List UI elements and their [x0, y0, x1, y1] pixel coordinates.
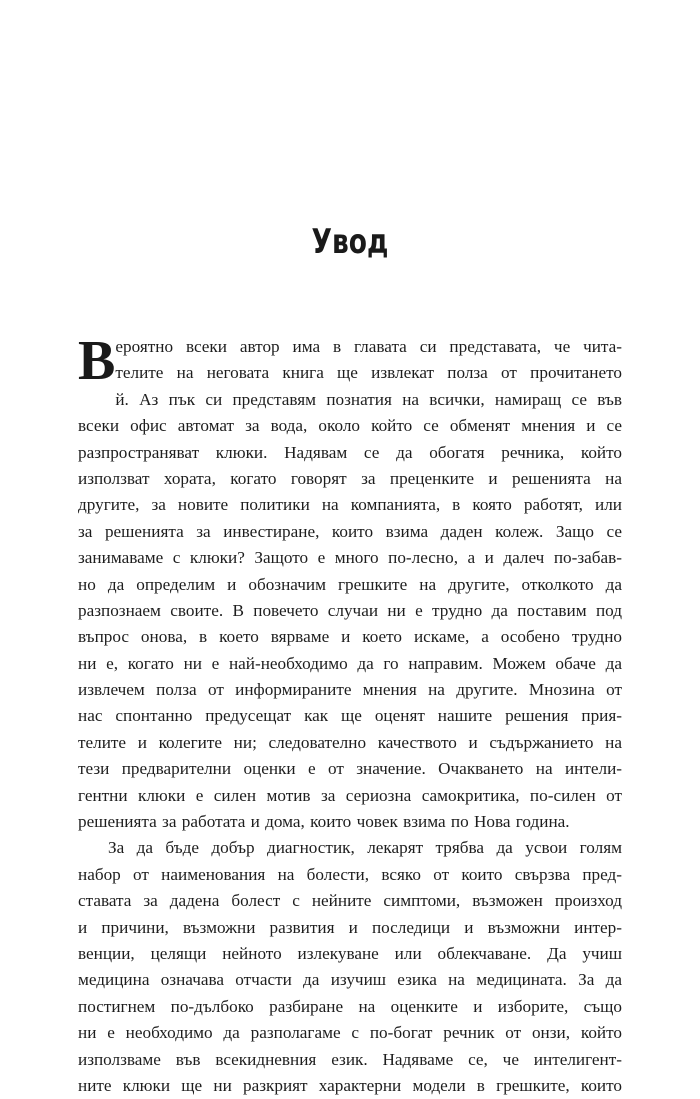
- text-line: използваме във всекидневния език. Надяваме се, че интелигент-: [78, 1049, 622, 1069]
- text-line: венции, целящи нейното излекуване или облекчаване. Да учиш: [78, 943, 622, 963]
- paragraph-2: [78, 835, 622, 1099]
- text-line: телите и колегите ни; следователно качеството и съдържанието на: [78, 732, 622, 752]
- text-line: нас спонтанно предусещат как ще оценят нашите решения прия-: [78, 706, 622, 726]
- text-line: разпознаем своите. В повечето случаи ни е трудно да поставим под: [78, 600, 622, 620]
- text-line: ни е, когато ни е най-необходимо да го направим. Можем обаче да: [78, 653, 622, 673]
- text-line: използват хората, когато говорят за преценките и решенията на: [78, 468, 622, 488]
- text-line: решенията за работата и дома, които човек взима по Нова година.: [78, 812, 570, 832]
- text-line: занимаваме с клюки? Защото е много по-лесно, а и далеч по-забав-: [78, 548, 622, 568]
- text-line: извлечем полза от информираните мнения на другите. Мнозина от: [78, 680, 622, 700]
- text-line: За да бъде добър диагностик, лекарят трябва да усвои голям: [108, 838, 622, 858]
- text-line: гентни клюки е силен мотив за сериозна самокритика, по-силен от: [78, 785, 622, 805]
- text-line: разпространяват клюки. Надявам се да обогатя речника, който: [78, 442, 622, 462]
- paragraph-1: [78, 330, 622, 835]
- text-line: тези предварителни оценки е от значение. Очакването на интели-: [78, 759, 622, 779]
- text-line: но да определим и обозначим грешките на другите, отколкото да: [78, 574, 622, 594]
- text-line: всеки офис автомат за вода, около който се обменят мнения и се: [78, 416, 622, 436]
- chapter-title: Увод: [311, 222, 389, 262]
- body-text: [78, 330, 622, 1099]
- text-line: ероятно всеки автор има в главата си представата, че чита-: [115, 337, 622, 356]
- text-line: телите на неговата книга ще извлекат полза от прочитането: [115, 363, 622, 383]
- text-line: медицина означава отчасти да изучиш езика на медицината. За да: [78, 970, 622, 990]
- text-line: ните клюки ще ни разкрият характерни модели в грешките, които: [78, 1075, 622, 1095]
- text-line: постигнем по-дълбоко разбиране на оценките и изборите, също: [78, 996, 622, 1016]
- drop-cap: В: [78, 330, 116, 392]
- text-line: и причини, възможни развития и последици и възможни интер-: [78, 917, 622, 937]
- text-line: ни е необходимо да разполагаме с по-богат речник от онзи, който: [78, 1023, 622, 1043]
- text-line: другите, за новите политики на компанията, в която работят, или: [78, 495, 622, 515]
- text-line: ставата за дадена болест с нейните симптоми, възможен произход: [78, 891, 622, 911]
- text-line: въпрос онова, в което вярваме и което искаме, а особено трудно: [78, 627, 622, 647]
- text-line: набор от наименования на болести, всяко от които свързва пред-: [78, 864, 622, 884]
- text-line: й. Аз пък си представям познатия на всички, намиращ се във: [115, 389, 622, 409]
- text-line: за решенията за инвестиране, които взима даден колеж. Защо се: [78, 521, 622, 541]
